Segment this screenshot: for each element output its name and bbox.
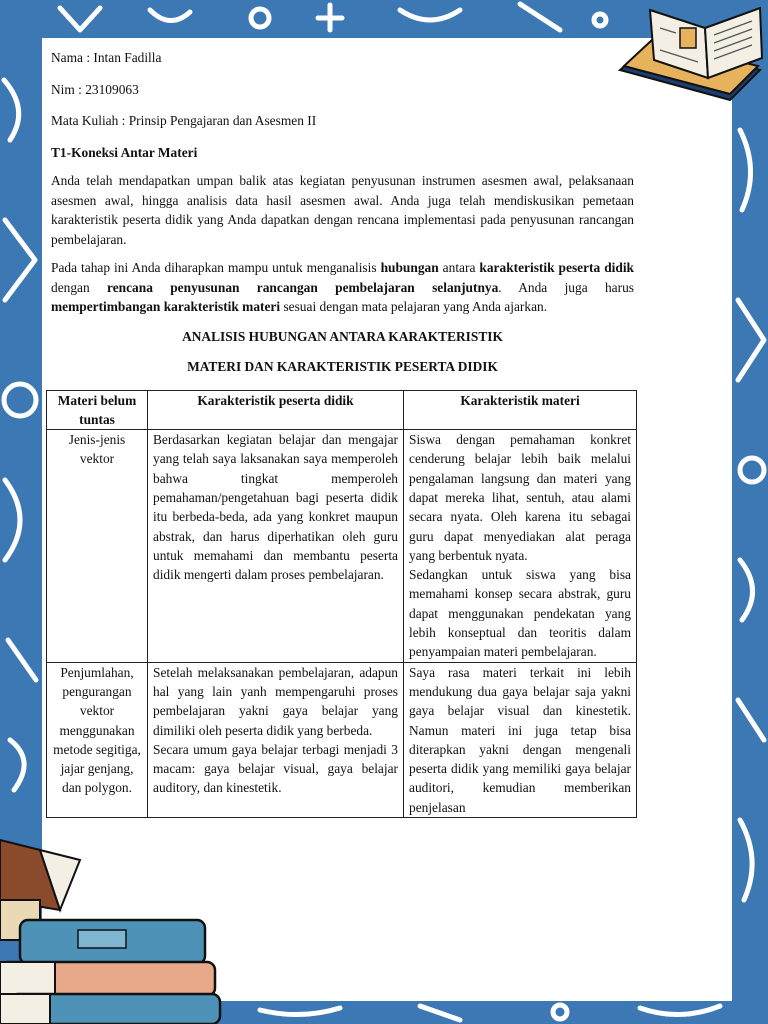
table-row (47, 662, 637, 817)
table-header-row (47, 390, 637, 430)
book-stack-icon (0, 830, 230, 1024)
cell-peserta (148, 662, 404, 817)
analysis-table (46, 390, 637, 819)
cell-paragraph: Setelah melaksanakan pembelajaran, adapun hal yang lain yanh mempengaruhi proses pembelajaran yakni gaya belajar yang dimiliki oleh peserta didik yang berbeda. (153, 664, 398, 738)
document-content (51, 48, 634, 818)
cell-peserta (148, 430, 404, 663)
course-name: Mata Kuliah : Prinsip Pengajaran dan Asesmen II (51, 113, 317, 128)
student-name: Nama : Intan Fadilla (51, 50, 162, 65)
cell-paragraph: Siswa dengan pemahaman konkret cenderung belajar lebih baik melalui pengalaman langsung dan materi yang dapat mereka lihat, sentuh, atau alami secara nyata. Oleh karena itu sebagai guru dapat menyediakan alat peraga yang berbentuk nyata. (409, 432, 631, 563)
analysis-heading-line2: MATERI DAN KARAKTERISTIK PESERTA DIDIK (187, 358, 498, 374)
cell-paragraph: Secara umum gaya belajar terbagi menjadi 3 macam: gaya belajar visual, gaya belajar auditory, dan kinestetik. (153, 741, 398, 796)
cell-paragraph: Saya rasa materi terkait ini lebih mendukung dua gaya belajar saja yakni gaya belajar visual dan kinestetik. Namun materi ini juga tetap bisa diterapkan yakni dengan mengenali peserta didik yang memiliki gaya belajar auditori, kemudian memberikan penjelasan (409, 664, 631, 815)
section-title: T1-Koneksi Antar Materi (51, 144, 198, 160)
cell-materi: Jenis-jenis vektor (47, 430, 148, 663)
cell-karakteristik-materi (404, 430, 637, 663)
cell-paragraph: Berdasarkan kegiatan belajar dan mengajar yang telah saya laksanakan saya memperoleh bahwa tingkat memperoleh pemahaman/pengetahuan bagi peserta didik itu berbeda-beda, ada yang konkret maupun abstrak, dan harus diperhatikan oleh guru untuk memahami dan membantu peserta didik mengerti dalam proses pembelajaran. (153, 432, 398, 583)
student-nim: Nim : 23109063 (51, 81, 139, 97)
header-peserta: Karakteristik peserta didik (148, 390, 404, 430)
header-karakteristik-materi: Karakteristik materi (404, 390, 637, 430)
intro-paragraph: Anda telah mendapatkan umpan balik atas kegiatan penyusunan instrumen asesmen awal, pelaksanaan asesmen awal, hingga analisis data hasil asesmen awal. Anda juga telah mendiskusikan pemetaan karakteristik peserta didik yang Anda dapatkan dengan rencana implementasi pada penyusunan rancangan pembelajaran. (51, 173, 634, 247)
cell-materi: Penjumlahan, pengurangan vektor menggunakan metode segitiga, jajar genjang, dan polygon. (47, 662, 148, 817)
header-materi: Materi belum tuntas (47, 390, 148, 430)
cell-paragraph: Sedangkan untuk siswa yang bisa memahami konsep secara abstrak, guru dapat menggunakan pendekatan yang lebih konseptual dan teoritis dalam penyampaian materi pembelajaran. (409, 567, 631, 660)
analysis-heading-line1: ANALISIS HUBUNGAN ANTARA KARAKTERISTIK (182, 328, 503, 344)
cell-karakteristik-materi (404, 662, 637, 817)
instruction-paragraph: Pada tahap ini Anda diharapkan mampu untuk menganalisis hubungan antara karakteristik peserta didik dengan rencana penyusunan rancangan pembelajaran selanjutnya. Anda juga harus mempertimbangan karakteristik materi sesuai dengan mata pelajaran yang Anda ajarkan. (51, 260, 634, 314)
table-row (47, 430, 637, 663)
